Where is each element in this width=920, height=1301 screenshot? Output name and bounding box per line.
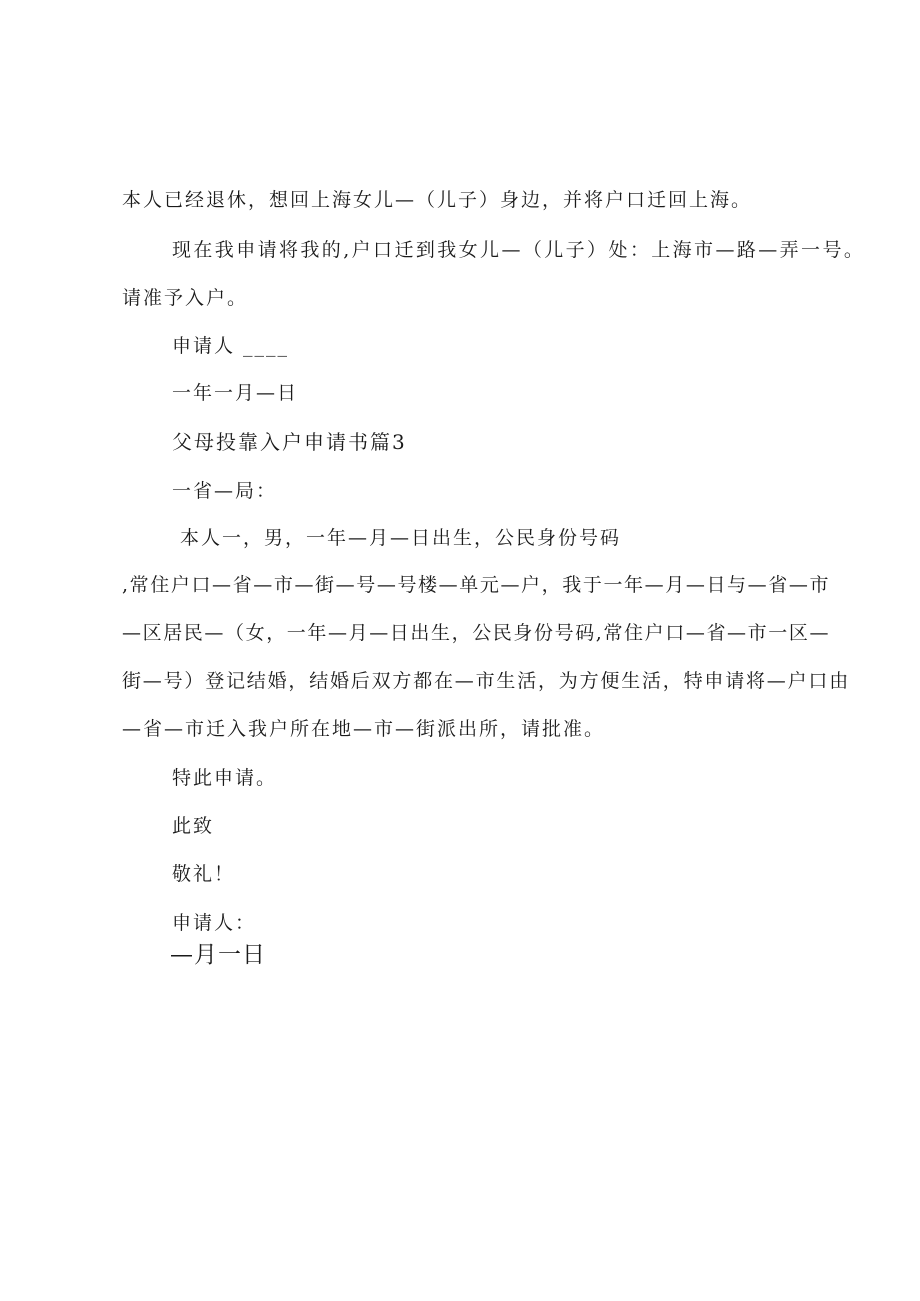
applicant-signature-line: 申请人 ____: [172, 335, 290, 357]
applicant-label: 申请人：: [172, 912, 257, 934]
body-line-4: 街—号）登记结婚，结婚后双方都在—市生活，为方便生活，特申请将—户口由: [122, 670, 851, 692]
paragraph-approve-entry: 请准予入户。: [122, 287, 249, 309]
closing-regards-1: 此致: [172, 815, 215, 837]
salutation: 一省—局：: [172, 480, 278, 502]
body-line-2: ,常住户口—省—市—街—号—号楼—单元—户，我于一年—月—日与—省—市: [122, 574, 831, 596]
paragraph-transfer-request: 现在我申请将我的,户口迁到我女儿—（儿子）处：上海市—路—弄一号。: [172, 239, 866, 261]
date-line: 一年一月—日: [172, 382, 299, 404]
closing-hereby-apply: 特此申请。: [172, 767, 278, 789]
body-line-5: —省—市迁入我户所在地—市—街派出所，请批准。: [122, 718, 606, 740]
body-line-1: 本人一，男，一年—月—日出生，公民身份号码: [180, 527, 622, 549]
date-line-final: —月一日: [170, 942, 266, 968]
closing-regards-2: 敬礼！: [172, 863, 236, 885]
paragraph-retired-return: 本人已经退休，想回上海女儿—（儿子）身边，并将户口迁回上海。: [122, 189, 753, 211]
section-heading: 父母投靠入户申请书篇3: [172, 430, 407, 454]
body-line-3: —区居民—（女，一年—月—日出生，公民身份号码,常住户口—省—市一区—: [122, 622, 831, 644]
